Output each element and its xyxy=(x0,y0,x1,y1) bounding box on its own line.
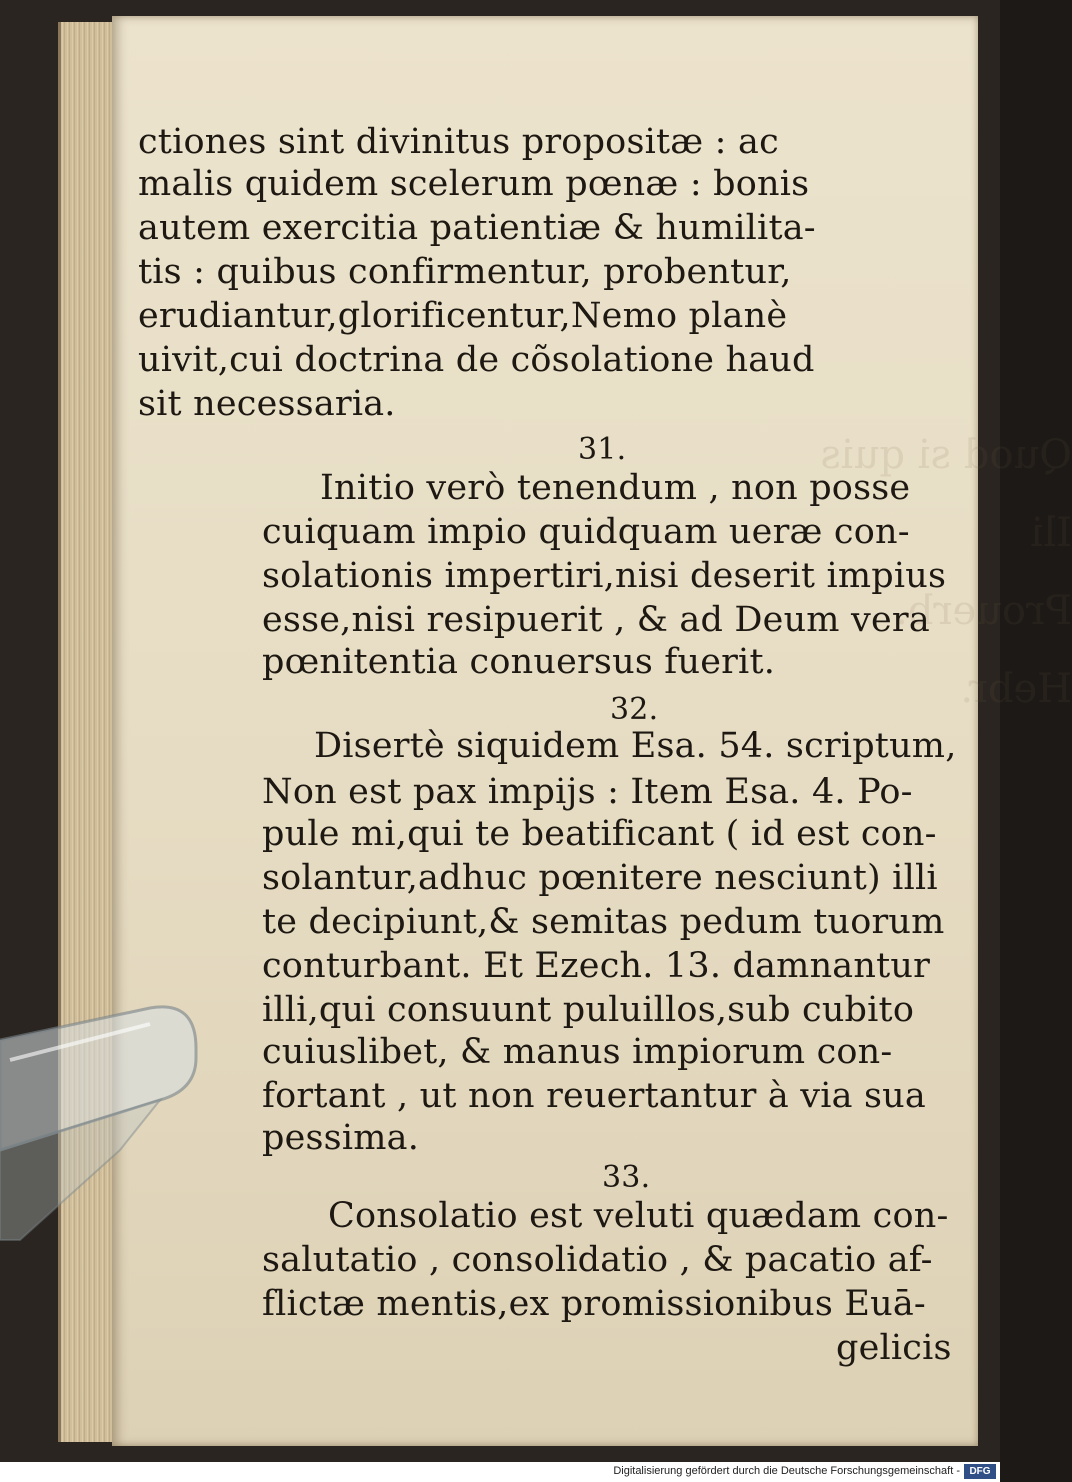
text-line: Consolatio est veluti quædam con- xyxy=(328,1196,949,1236)
section-number: 32. xyxy=(610,692,659,727)
dfg-logo: DFG xyxy=(964,1464,996,1479)
text-line: malis quidem scelerum pœnæ : bonis xyxy=(138,164,810,204)
section-number: 33. xyxy=(602,1160,651,1195)
text-line: gelicis xyxy=(836,1328,952,1368)
text-line: Non est pax impijs : Item Esa. 4. Po- xyxy=(262,772,913,812)
text-line: sit necessaria. xyxy=(138,384,396,424)
text-line: pœnitentia conuersus fuerit. xyxy=(262,642,776,682)
text-line: tis : quibus confirmentur, probentur, xyxy=(138,252,792,292)
text-line: Initio verò tenendum , non posse xyxy=(320,468,911,508)
text-line: solationis impertiri,nisi deserit impius xyxy=(262,556,947,596)
text-line: conturbant. Et Ezech. 13. damnantur xyxy=(262,946,931,986)
text-line: autem exercitia patientiæ & humilita- xyxy=(138,208,816,248)
footer-bar xyxy=(0,1462,1000,1482)
text-line: fortant , ut non reuertantur à via sua xyxy=(262,1076,926,1116)
text-line: illi,qui consuunt puluillos,sub cubito xyxy=(262,990,915,1030)
text-line: cuiuslibet, & manus impiorum con- xyxy=(262,1032,893,1072)
text-line: pessima. xyxy=(262,1118,420,1158)
text-line: uivit,cui doctrina de cõsolatione haud xyxy=(138,340,815,380)
text-line: esse,nisi resipuerit , & ad Deum vera xyxy=(262,600,930,640)
text-line: salutatio , consolidatio , & pacatio af- xyxy=(262,1240,933,1280)
text-line: ctiones sint divinitus propositæ : ac xyxy=(138,122,779,162)
book-fore-edge xyxy=(58,22,117,1442)
section-number: 31. xyxy=(578,432,627,467)
text-line: pule mi,qui te beatificant ( id est con- xyxy=(262,814,937,854)
show-through: Quod si quis Ili Hebr. xyxy=(820,432,1072,712)
funding-credit: Digitalisierung gefördert durch die Deutsche Forschungsgemeinschaft - xyxy=(613,1465,960,1477)
text-line: Disertè siquidem Esa. 54. scriptum, xyxy=(314,726,957,766)
text-line: solantur,adhuc pœnitere nesciunt) illi xyxy=(262,858,938,898)
text-line: flictæ mentis,ex promissionibus Euā- xyxy=(262,1284,926,1324)
text-line: erudiantur,glorificentur,Nemo planè xyxy=(138,296,788,336)
text-line: te decipiunt,& semitas pedum tuorum xyxy=(262,902,945,942)
text-line: cuiquam impio quidquam ueræ con- xyxy=(262,512,910,552)
